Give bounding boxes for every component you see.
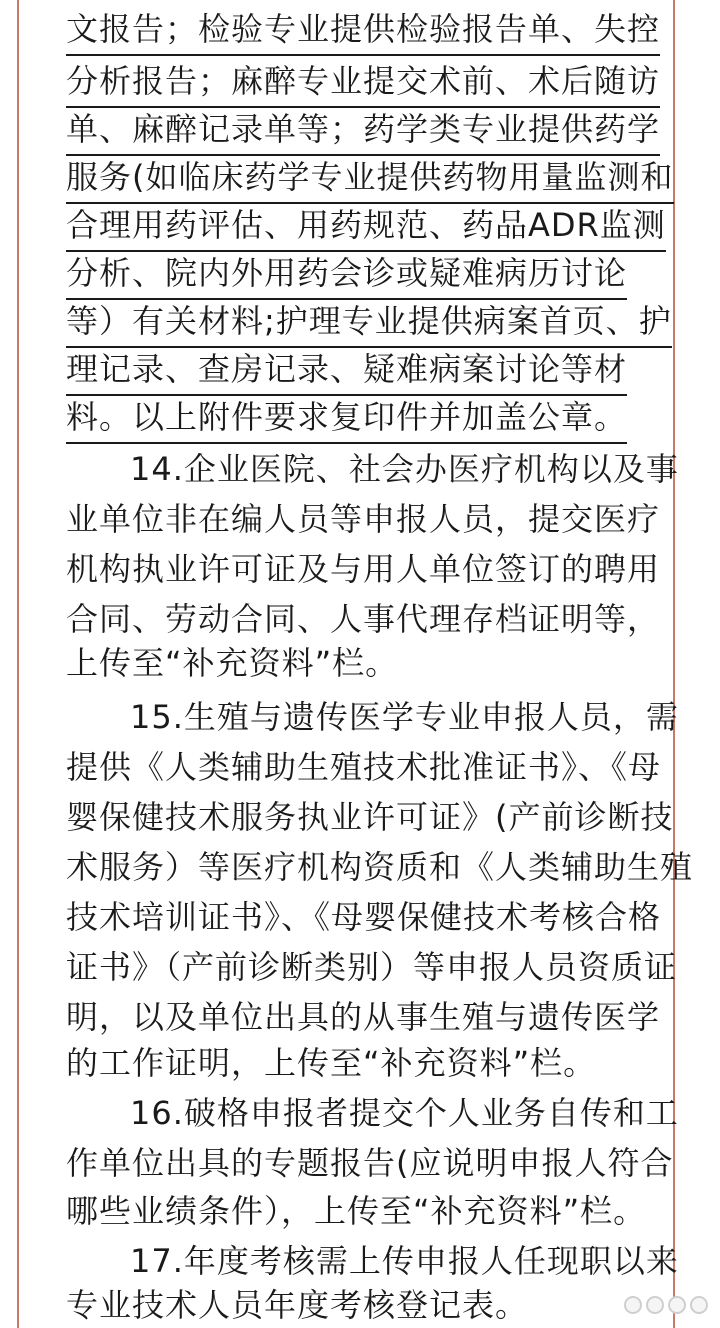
text-line: 技术培训证书》、《母婴保健技术考核合格 xyxy=(66,898,662,936)
text-line: 术服务）等医疗机构资质和《人类辅助生殖 xyxy=(66,848,694,886)
text-line: 分析报告；麻醉专业提交术前、术后随访 xyxy=(66,58,660,108)
paragraph-15-line: 15.生殖与遗传医学专业申报人员，需 xyxy=(130,698,679,736)
text-line: 提供《人类辅助生殖技术批准证书》、《母 xyxy=(66,748,662,786)
text-line: 明，以及单位出具的从事生殖与遗传医学 xyxy=(66,998,661,1036)
text-line: 合理用药评估、用药规范、药品ADR监测 xyxy=(66,202,666,252)
text-line: 作单位出具的专题报告(应说明申报人符合 xyxy=(66,1144,674,1182)
watermark-icon xyxy=(624,1296,708,1314)
text-line: 理记录、查房记录、疑难病案讨论等材 xyxy=(66,346,627,396)
text-line: 等）有关材料;护理专业提供病案首页、护 xyxy=(66,298,672,348)
paragraph-14-line: 14.企业医院、社会办医疗机构以及事 xyxy=(130,450,679,488)
text-line: 哪些业绩条件），上传至“补充资料”栏。 xyxy=(66,1192,647,1230)
text-line: 证书》（产前诊断类别）等申报人员资质证 xyxy=(66,948,678,986)
text-line: 料。以上附件要求复印件并加盖公章。 xyxy=(66,394,627,444)
text-line: 上传至“补充资料”栏。 xyxy=(66,644,399,682)
paragraph-16-line: 16.破格申报者提交个人业务自传和工 xyxy=(130,1094,679,1132)
text-line: 文报告；检验专业提供检验报告单、失控 xyxy=(66,6,660,56)
text-line: 专业技术人员年度考核登记表。 xyxy=(66,1286,529,1324)
text-line: 单、麻醉记录单等；药学类专业提供药学 xyxy=(66,106,660,156)
text-line: 服务(如临床药学专业提供药物用量监测和 xyxy=(66,154,674,204)
text-line: 的工作证明，上传至“补充资料”栏。 xyxy=(66,1044,597,1082)
page-border-left xyxy=(17,0,19,1328)
text-line: 分析、院内外用药会诊或疑难病历讨论 xyxy=(66,250,627,300)
text-line: 业单位非在编人员等申报人员，提交医疗 xyxy=(66,500,661,538)
text-line: 婴保健技术服务执业许可证》(产前诊断技 xyxy=(66,798,674,836)
text-line: 合同、劳动合同、人事代理存档证明等， xyxy=(66,600,661,638)
paragraph-17-line: 17.年度考核需上传申报人任现职以来 xyxy=(130,1242,679,1280)
text-line: 机构执业许可证及与用人单位签订的聘用 xyxy=(66,550,661,588)
